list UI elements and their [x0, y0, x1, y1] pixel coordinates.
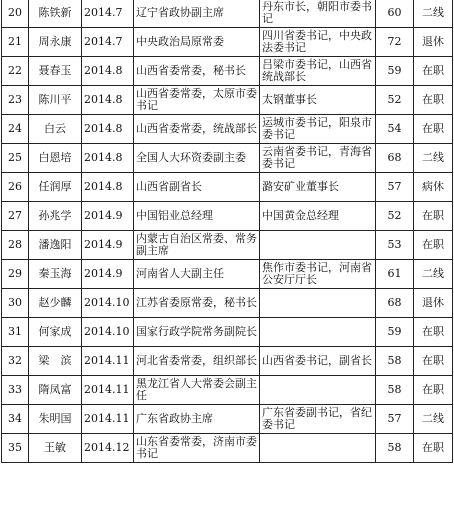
row-number-cell: 28: [2, 231, 29, 260]
table-row: [2, 115, 453, 144]
table-row: [2, 202, 453, 231]
investigation-date-cell: 2014.10: [82, 289, 134, 318]
table-row: [2, 318, 453, 347]
status-cell: 在职: [414, 86, 453, 115]
previous-positions-cell: 太钢董事长: [260, 86, 376, 115]
investigation-date-cell: 2014.9: [82, 260, 134, 289]
status-cell: 二线: [414, 144, 453, 173]
status-cell: 二线: [414, 0, 453, 28]
status-cell: 在职: [414, 231, 453, 260]
table-row: [2, 28, 453, 57]
current-position-cell: 广东省政协主席: [134, 405, 260, 434]
previous-positions-cell: 焦作市委书记，河南省公安厅厅长: [260, 260, 376, 289]
status-cell: 退休: [414, 28, 453, 57]
current-position-cell: 山西省委常委，秘书长: [134, 57, 260, 86]
investigation-date-cell: 2014.11: [82, 347, 134, 376]
age-cell: 68: [376, 144, 414, 173]
row-number-cell: 29: [2, 260, 29, 289]
current-position-cell: 全国人大环资委副主委: [134, 144, 260, 173]
current-position-cell: 江苏省委原常委，秘书长: [134, 289, 260, 318]
current-position-cell: 山西省委常委，统战部长: [134, 115, 260, 144]
row-number-cell: 34: [2, 405, 29, 434]
official-name-cell: 梁 滨: [29, 347, 82, 376]
table-row: [2, 405, 453, 434]
current-position-cell: 中央政治局原常委: [134, 28, 260, 57]
row-number-cell: 30: [2, 289, 29, 318]
table-row: [2, 144, 453, 173]
previous-positions-cell: 潞安矿业董事长: [260, 173, 376, 202]
row-number-cell: 23: [2, 86, 29, 115]
current-position-cell: 山西省委常委，太原市委书记: [134, 86, 260, 115]
official-name-cell: 王敏: [29, 434, 82, 463]
official-name-cell: 白云: [29, 115, 82, 144]
age-cell: 58: [376, 347, 414, 376]
current-position-cell: 黑龙江省人大常委会副主任: [134, 376, 260, 405]
age-cell: 58: [376, 434, 414, 463]
previous-positions-cell: 丹东市长，朝阳市委书记: [260, 0, 376, 28]
table-row: [2, 0, 453, 28]
table-row: [2, 260, 453, 289]
previous-positions-cell: 运城市委书记，阳泉市委书记: [260, 115, 376, 144]
previous-positions-cell: 吕梁市委书记，山西省统战部长: [260, 57, 376, 86]
table-row: [2, 86, 453, 115]
age-cell: 53: [376, 231, 414, 260]
row-number-cell: 32: [2, 347, 29, 376]
official-name-cell: 何家成: [29, 318, 82, 347]
previous-positions-cell: [260, 289, 376, 318]
age-cell: 59: [376, 57, 414, 86]
table-row: [2, 434, 453, 463]
status-cell: 病休: [414, 173, 453, 202]
investigation-date-cell: 2014.9: [82, 231, 134, 260]
status-cell: 在职: [414, 376, 453, 405]
previous-positions-cell: [260, 318, 376, 347]
official-name-cell: 赵少麟: [29, 289, 82, 318]
investigation-date-cell: 2014.8: [82, 57, 134, 86]
row-number-cell: 25: [2, 144, 29, 173]
investigation-date-cell: 2014.8: [82, 144, 134, 173]
row-number-cell: 31: [2, 318, 29, 347]
previous-positions-cell: 云南省委书记，青海省委书记: [260, 144, 376, 173]
row-number-cell: 33: [2, 376, 29, 405]
row-number-cell: 22: [2, 57, 29, 86]
official-name-cell: 陈铁新: [29, 0, 82, 28]
table-row: [2, 57, 453, 86]
table-body: [2, 0, 453, 463]
previous-positions-cell: 山西省委书记，副省长: [260, 347, 376, 376]
official-name-cell: 朱明国: [29, 405, 82, 434]
table-row: [2, 231, 453, 260]
age-cell: 57: [376, 405, 414, 434]
previous-positions-cell: [260, 434, 376, 463]
current-position-cell: 中国铝业总经理: [134, 202, 260, 231]
investigation-date-cell: 2014.8: [82, 115, 134, 144]
official-name-cell: 孙兆学: [29, 202, 82, 231]
investigation-date-cell: 2014.8: [82, 173, 134, 202]
official-name-cell: 周永康: [29, 28, 82, 57]
status-cell: 二线: [414, 405, 453, 434]
status-cell: 二线: [414, 260, 453, 289]
official-name-cell: 陈川平: [29, 86, 82, 115]
current-position-cell: 河南省人大副主任: [134, 260, 260, 289]
investigation-date-cell: 2014.11: [82, 405, 134, 434]
status-cell: 在职: [414, 202, 453, 231]
official-name-cell: 聂春玉: [29, 57, 82, 86]
investigation-date-cell: 2014.12: [82, 434, 134, 463]
row-number-cell: 24: [2, 115, 29, 144]
table-row: [2, 173, 453, 202]
table-row: [2, 289, 453, 318]
current-position-cell: 内蒙古自治区常委、常务副主席: [134, 231, 260, 260]
row-number-cell: 27: [2, 202, 29, 231]
status-cell: 退休: [414, 289, 453, 318]
previous-positions-cell: [260, 376, 376, 405]
age-cell: 54: [376, 115, 414, 144]
current-position-cell: 山西省副省长: [134, 173, 260, 202]
status-cell: 在职: [414, 318, 453, 347]
age-cell: 61: [376, 260, 414, 289]
current-position-cell: 国家行政学院常务副院长: [134, 318, 260, 347]
investigation-date-cell: 2014.10: [82, 318, 134, 347]
investigation-date-cell: 2014.9: [82, 202, 134, 231]
table-row: [2, 347, 453, 376]
age-cell: 57: [376, 173, 414, 202]
age-cell: 59: [376, 318, 414, 347]
age-cell: 68: [376, 289, 414, 318]
previous-positions-cell: [260, 231, 376, 260]
investigation-date-cell: 2014.8: [82, 86, 134, 115]
status-cell: 在职: [414, 434, 453, 463]
previous-positions-cell: 广东省委副书记，省纪委书记: [260, 405, 376, 434]
row-number-cell: 35: [2, 434, 29, 463]
row-number-cell: 20: [2, 0, 29, 28]
status-cell: 在职: [414, 57, 453, 86]
table-row: [2, 376, 453, 405]
official-name-cell: 隋凤富: [29, 376, 82, 405]
investigation-date-cell: 2014.7: [82, 28, 134, 57]
current-position-cell: 辽宁省政协副主席: [134, 0, 260, 28]
current-position-cell: 河北省委常委，组织部长: [134, 347, 260, 376]
age-cell: 60: [376, 0, 414, 28]
age-cell: 52: [376, 202, 414, 231]
previous-positions-cell: 四川省委书记，中央政法委书记: [260, 28, 376, 57]
officials-table: [1, 0, 453, 463]
official-name-cell: 白恩培: [29, 144, 82, 173]
official-name-cell: 秦玉海: [29, 260, 82, 289]
age-cell: 72: [376, 28, 414, 57]
age-cell: 58: [376, 376, 414, 405]
age-cell: 52: [376, 86, 414, 115]
investigation-date-cell: 2014.11: [82, 376, 134, 405]
row-number-cell: 21: [2, 28, 29, 57]
status-cell: 在职: [414, 115, 453, 144]
status-cell: 在职: [414, 347, 453, 376]
previous-positions-cell: 中国黄金总经理: [260, 202, 376, 231]
row-number-cell: 26: [2, 173, 29, 202]
official-name-cell: 任润厚: [29, 173, 82, 202]
current-position-cell: 山东省委常委，济南市委书记: [134, 434, 260, 463]
official-name-cell: 潘逸阳: [29, 231, 82, 260]
investigation-date-cell: 2014.7: [82, 0, 134, 28]
